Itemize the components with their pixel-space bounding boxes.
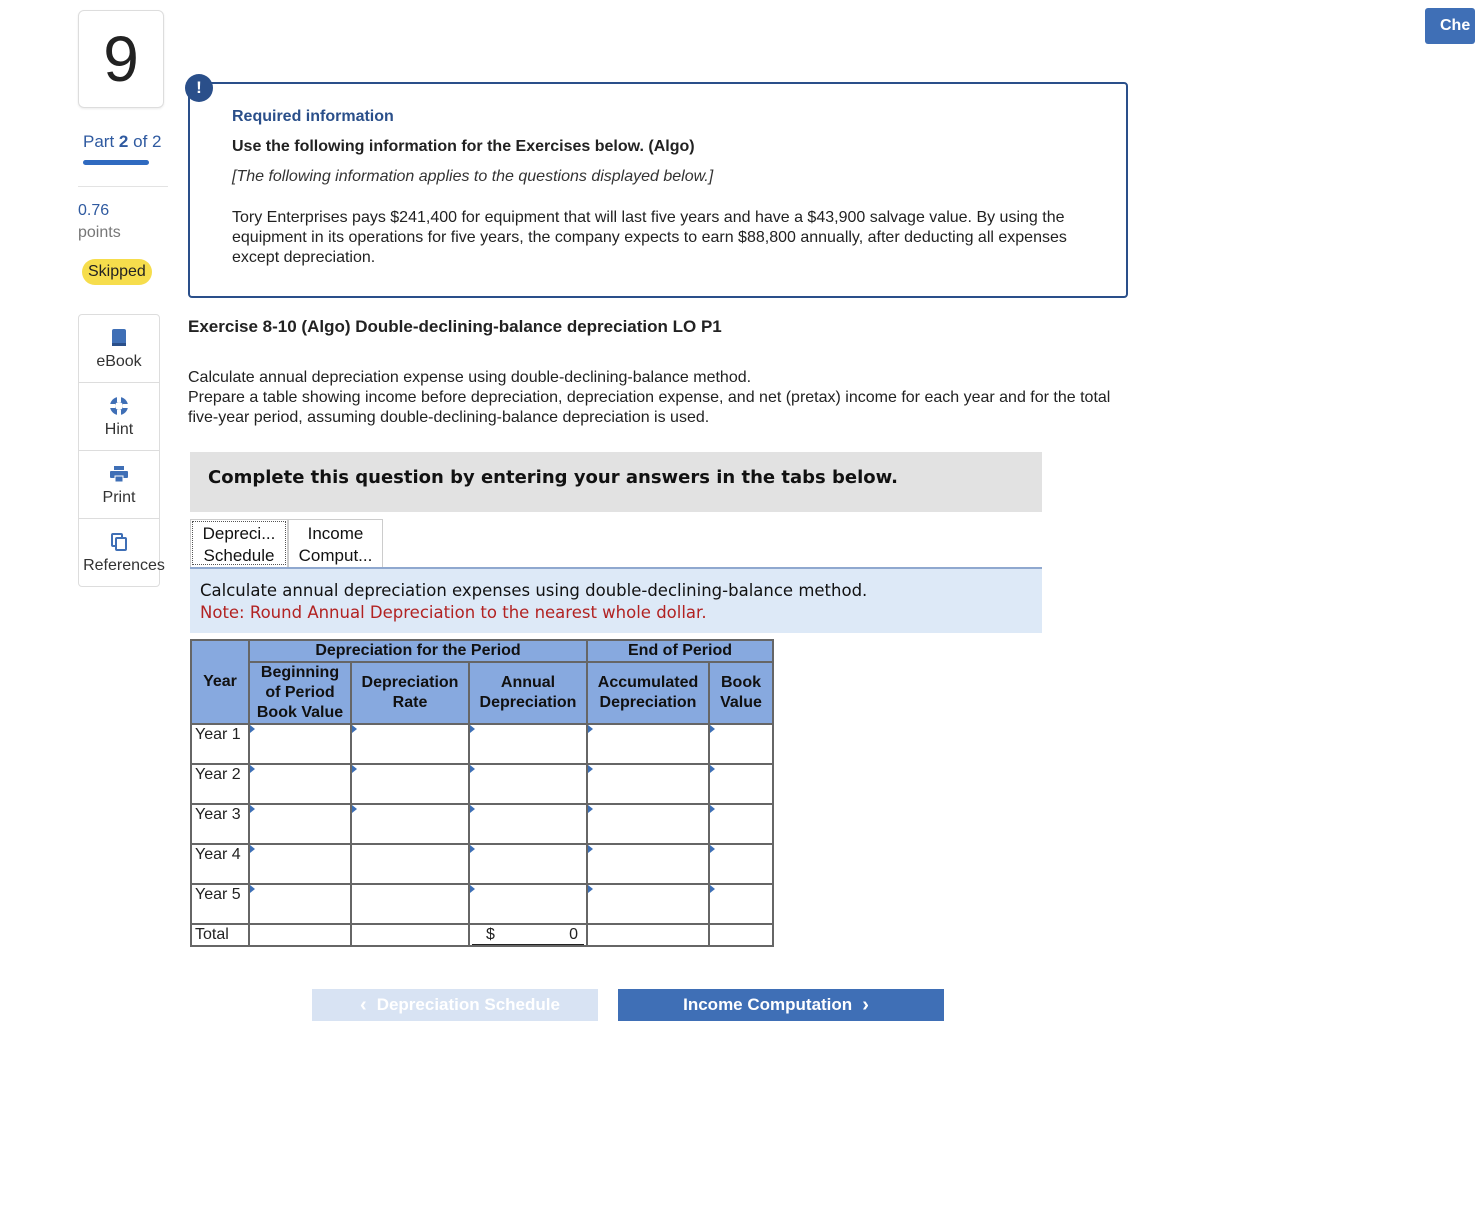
row-year-label: Year 3 [191,804,249,844]
book-icon [108,327,130,349]
required-info-note: [The following information applies to the questions displayed below.] [232,168,714,185]
col-accumulated-depreciation: Accumulated Depreciation [587,662,709,724]
depreciation-rate-input[interactable] [351,764,469,804]
points-value: 0.76 [78,202,110,219]
table-row [191,724,773,764]
input-field[interactable] [250,805,350,843]
table-row [191,844,773,884]
instructions-main: Calculate annual depreciation expenses using double-declining-balance method. [200,581,868,600]
alert-icon: ! [185,74,213,102]
col-year: Year [191,640,249,724]
total-empty-cell [587,924,709,946]
depreciation-rate-input[interactable] [351,804,469,844]
part-progress-bar [83,160,149,165]
input-field[interactable] [352,725,468,763]
input-field[interactable] [588,765,708,803]
status-badge: Skipped [82,259,152,285]
required-info-body: Tory Enterprises pays $241,400 for equipment that will last five years and have a $43,900 salvage value. By using the equipment in its operations for five years, the company expects to earn $88,800 annually, after deducting all expenses except depreciation. [232,209,1067,266]
table-row [191,804,773,844]
total-annual-depreciation [469,924,587,946]
tab-label-line2: Schedule [203,546,275,565]
complete-banner [190,452,1042,512]
input-field[interactable] [588,885,708,923]
depreciation-rate-cell [351,844,469,884]
table-row [191,764,773,804]
input-field[interactable] [710,725,772,763]
book-value-input[interactable] [709,724,773,764]
tools-panel [78,314,165,587]
depreciation-table [190,639,774,947]
references-label: References [83,556,165,574]
annual-depreciation-input[interactable] [469,804,587,844]
total-empty-cell [709,924,773,946]
depreciation-rate-input[interactable] [351,724,469,764]
depreciation-rate-cell [351,884,469,924]
input-field[interactable] [588,725,708,763]
hint-label: Hint [104,420,134,438]
input-field[interactable] [710,765,772,803]
table-row [191,884,773,924]
chevron-left-icon: ‹ [360,993,367,1016]
input-field[interactable] [588,805,708,843]
chevron-right-icon: › [862,993,869,1016]
input-field[interactable] [250,725,350,763]
part-of: of 2 [133,132,162,151]
input-field[interactable] [250,765,350,803]
input-field[interactable] [352,765,468,803]
part-current: 2 [118,132,129,151]
rail-divider [78,186,168,187]
printer-icon [108,463,130,485]
instructions-note: Note: Round Annual Depreciation to the nearest whole dollar. [200,603,707,622]
beginning-book-value-input[interactable] [249,884,351,924]
ebook-button[interactable] [79,315,159,383]
total-label: Total [191,924,249,946]
col-book-value: Book Value [709,662,773,724]
exercise-instructions [188,368,1128,428]
next-tab-button[interactable] [618,989,944,1021]
annual-depreciation-input[interactable] [469,764,587,804]
row-year-label: Year 1 [191,724,249,764]
annual-depreciation-input[interactable] [469,884,587,924]
input-field[interactable] [470,765,586,803]
accumulated-depreciation-input[interactable] [587,884,709,924]
exercise-line-1: Calculate annual depreciation expense using double-declining-balance method. [188,369,752,386]
tab-label-line2: Comput... [298,546,373,565]
row-year-label: Year 5 [191,884,249,924]
input-field[interactable] [470,805,586,843]
input-field[interactable] [470,845,586,883]
check-my-work-button[interactable] [1425,8,1475,44]
exercise-line-2: Prepare a table showing income before depreciation, depreciation expense, and net (pretax) income for each year and for the total five-year period, assuming double-declining-balance depreciation is used. [188,389,1111,426]
hint-button[interactable] [79,383,159,451]
row-year-label: Year 2 [191,764,249,804]
beginning-book-value-input[interactable] [249,804,351,844]
total-empty-cell [351,924,469,946]
annual-depreciation-input[interactable] [469,844,587,884]
input-field[interactable] [352,805,468,843]
group-end-of-period: End of Period [587,640,773,662]
total-row [191,924,773,946]
annual-depreciation-input[interactable] [469,724,587,764]
input-field[interactable] [470,885,586,923]
tab-label-line1: Depreci... [202,524,276,543]
total-value: 0 [569,925,578,943]
input-field[interactable] [470,725,586,763]
print-button[interactable] [79,451,159,519]
tab-depreciation-schedule[interactable] [190,519,288,567]
input-field[interactable] [710,885,772,923]
references-button[interactable] [79,519,165,586]
tab-income-computation[interactable] [288,519,383,567]
accumulated-depreciation-input[interactable] [587,844,709,884]
input-field[interactable] [588,845,708,883]
input-field[interactable] [710,845,772,883]
currency-symbol: $ [486,925,495,943]
accumulated-depreciation-input[interactable] [587,804,709,844]
check-button-label: Che [1440,17,1471,34]
beginning-book-value-input[interactable] [249,764,351,804]
group-depreciation-for-period: Depreciation for the Period [249,640,587,662]
lifebuoy-icon [108,395,130,417]
input-field[interactable] [250,885,350,923]
tab-instructions [190,569,1042,633]
book-value-input[interactable] [709,844,773,884]
accumulated-depreciation-input[interactable] [587,764,709,804]
tab-label-line1: Income [307,524,364,543]
input-field[interactable] [250,845,350,883]
part-indicator [83,132,161,152]
col-annual-depreciation: Annual Depreciation [469,662,587,724]
complete-banner-text: Complete this question by entering your answers in the tabs below. [208,467,898,488]
accumulated-depreciation-input[interactable] [587,724,709,764]
col-depreciation-rate: Depreciation Rate [351,662,469,724]
copy-icon [108,531,130,553]
required-info-use-line: Use the following information for the Exercises below. (Algo) [232,138,695,155]
prev-tab-label: Depreciation Schedule [376,995,560,1014]
book-value-input[interactable] [709,764,773,804]
prev-tab-button[interactable] [312,989,598,1021]
book-value-input[interactable] [709,804,773,844]
book-value-input[interactable] [709,884,773,924]
exercise-title: Exercise 8-10 (Algo) Double-declining-balance depreciation LO P1 [188,317,722,336]
part-label: Part [83,132,115,151]
beginning-book-value-input[interactable] [249,724,351,764]
required-info-title: Required information [232,108,394,125]
print-label: Print [102,488,136,506]
next-tab-label: Income Computation [683,995,853,1014]
ebook-label: eBook [96,352,142,370]
points-label: points [78,224,121,241]
input-field[interactable] [710,805,772,843]
total-empty-cell [249,924,351,946]
row-year-label: Year 4 [191,844,249,884]
question-number: 9 [78,10,164,108]
col-beginning-book-value: Beginning of Period Book Value [249,662,351,724]
beginning-book-value-input[interactable] [249,844,351,884]
